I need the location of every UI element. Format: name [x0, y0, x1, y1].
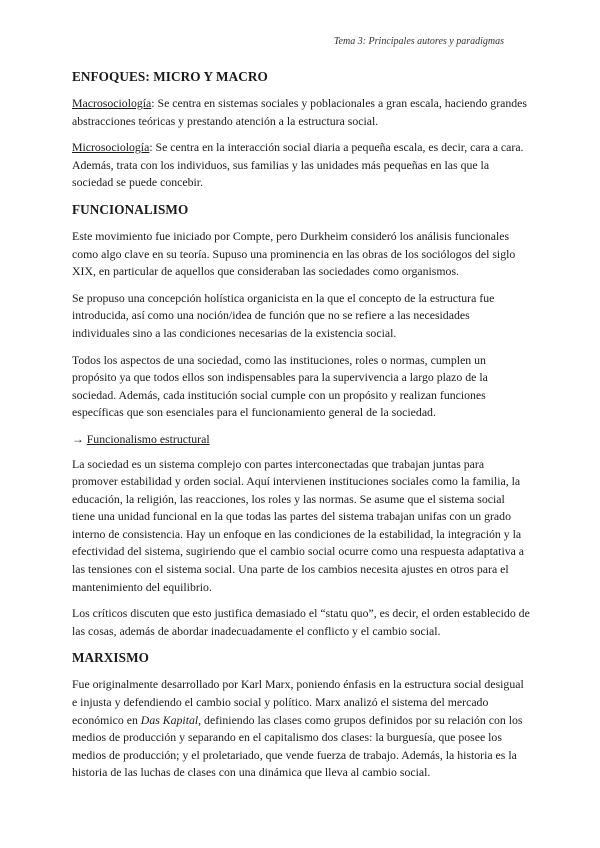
- running-header: Tema 3: Principales autores y paradigmas: [333, 36, 504, 47]
- paragraph: Los críticos discuten que esto justifica demasiado el “statu quo”, es decir, el orden establecido de las cosas, además de abordar inadecuadamente el conflicto y el cambio social.: [72, 606, 530, 638]
- text-span: , definiendo las clases como grupos definidos por su relación con los medios de producción y separando en el capitalismo dos clases: la burguesía, que posee los medios de producción; y el proletariado, que vende fuerza de trabajo. Además, la historia es la historia de las luchas de clases con una dinámica que lleva al cambio social.: [72, 712, 523, 780]
- paragraph: La sociedad es un sistema complejo con partes interconectadas que trabajan juntas para promover estabilidad y orden social. Aquí intervienen instituciones sociales como la familia, la educación, la religión, las reacciones, los roles y las normas. Se asume que el sistema social tiene una unidad funcional en la que todas las partes del sistema trabajan unifas con un grado interno de consistencia. Hay un enfoque en las condiciones de la estabilidad, la integración y la efectividad del sistema, sugiriendo que el cambio social ocurre como una respuesta adaptativa a las tensiones con el sistema social. Una parte de los cambios necesita ajustes en otros para el mantenimiento del equilibrio.: [72, 456, 525, 594]
- paragraph: Este movimiento fue iniciado por Compte, pero Durkheim consideró los análisis funcionales como algo clave en su teoría. Supuso una prominencia en las obras de los sociólogos del siglo XIX, en particular de aquellos que consideraban las sociedades como organismos.: [72, 228, 516, 279]
- section-heading-funcionalismo: FUNCIONALISMO: [72, 201, 189, 217]
- paragraph-marxismo: [72, 676, 530, 782]
- paragraph: Todos los aspectos de una sociedad, como las instituciones, roles o normas, cumplen un propósito ya que todos ellos son indispensables para la supervivencia a largo plazo de la sociedad. Además, cada institución social cumple con un propósito y realizan funciones específicas que son esenciales para el funcionamiento general de la sociedad.: [72, 352, 488, 420]
- arrow-icon: →: [72, 431, 87, 446]
- term-macrosociologia: Macrosociología: [72, 96, 152, 110]
- definition-text: : Se centra en sistemas sociales y poblacionales a gran escala, haciendo grandes abstracciones teóricas y prestando atención a la estructura social.: [72, 96, 527, 128]
- paragraph-macrosociologia: [72, 95, 530, 130]
- definition-text: : Se centra en la interacción social diaria a pequeña escala, es decir, cara a cara. Además, trata con los individuos, sus familias y las unidades más pequeñas en las que la sociedad se puede concebir.: [72, 140, 524, 190]
- term-microsociologia: Microsociología: [72, 140, 150, 155]
- paragraph-microsociologia: [72, 139, 530, 192]
- subheading-label: Funcionalismo estructural: [86, 431, 210, 446]
- section-heading-micro-macro: ENFOQUES: MICRO Y MACRO: [72, 69, 268, 84]
- subheading-funcionalismo-estructural: [72, 431, 530, 449]
- text-span: Fue originalmente desarrollado por Karl Marx, poniendo énfasis en la estructura social desigual e injusta y defendiendo el cambio social y político. Marx analizó el sistema del mercado económico en: [72, 677, 524, 727]
- book-title: Das Kapital: [140, 712, 199, 727]
- document-body: [72, 68, 530, 791]
- section-heading-marxismo: MARXISMO: [72, 650, 149, 666]
- paragraph: Se propuso una concepción holística organicista en la que el concepto de la estructura fue introducida, así como una noción/idea de función que no se refiere a las necesidades individuales sino a las condiciones necesarias de la existencia social.: [72, 290, 495, 340]
